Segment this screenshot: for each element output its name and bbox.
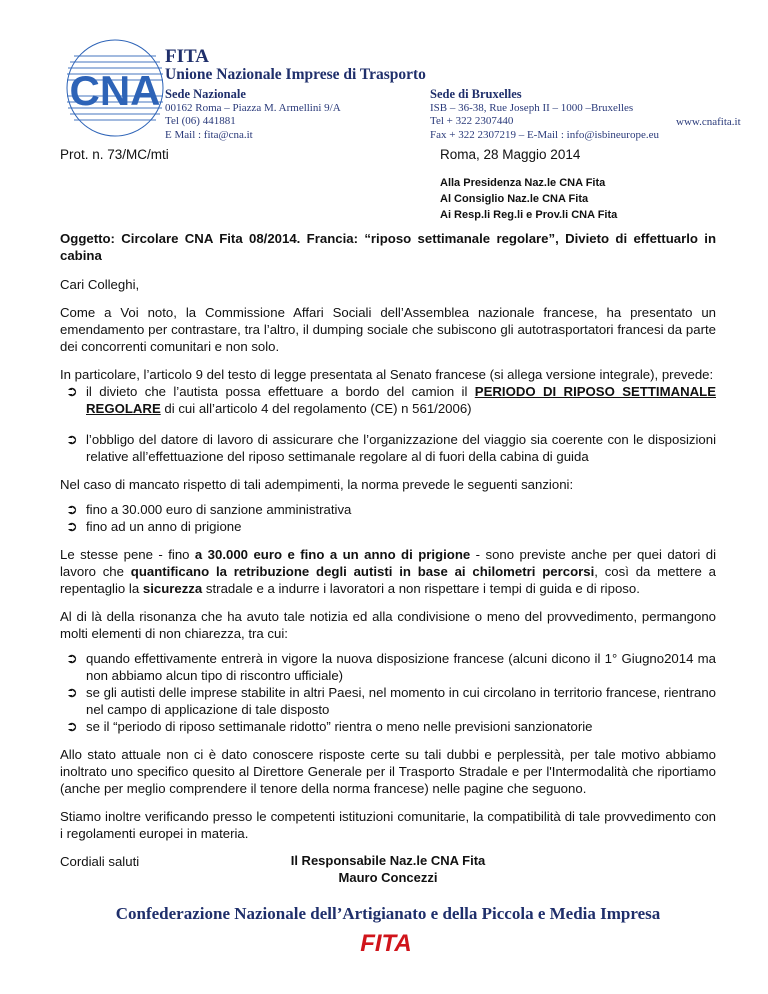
list-item: ➲ se il “periodo di riposo settimanale ridotto” rientra o meno nelle previsioni sanzionatorie: [66, 718, 593, 734]
fita-footer-logo: [350, 928, 422, 956]
recipient-line: Al Consiglio Naz.le CNA Fita: [440, 193, 589, 205]
website-link: www.cnafita.it: [676, 116, 741, 128]
list-item: ➲ il divieto che l’autista possa effettuare a bordo del camion il PERIODO DI RIPOSO SETTIMANALE REGOLARE di cui all’articolo 4 del regolamento (CE) n 561/2006): [66, 383, 716, 416]
hq-brussels: [430, 88, 659, 142]
sanctions-list: [60, 501, 716, 535]
hq-national-address: 00162 Roma – Piazza M. Armellini 9/A: [165, 101, 341, 114]
hq-brussels-heading: Sede di Bruxelles: [430, 87, 522, 101]
arrow-bullet-icon: ➲: [66, 518, 78, 534]
org-subtitle: Unione Nazionale Imprese di Trasporto: [165, 66, 426, 83]
list-item: ➲ l’obbligo del datore di lavoro di assicurare che l’organizzazione del viaggio sia coerente con le disposizioni relative all’effettuazione del riposo settimanale regolare al di fuori della cabina di guida: [66, 431, 716, 464]
arrow-bullet-icon: ➲: [66, 684, 78, 700]
signature-name: Mauro Concezzi: [338, 870, 438, 885]
letter-date: Roma, 28 Maggio 2014: [440, 147, 581, 162]
list-item: ➲ se gli autisti delle imprese stabilite in altri Paesi, nel momento in cui circolano in territorio francese, rientrano nel campo di applicazione di tale disposto: [66, 684, 716, 717]
greeting: Cari Colleghi,: [60, 277, 140, 292]
hq-national-phone: Tel (06) 441881: [165, 115, 236, 127]
letter-body: [60, 230, 716, 881]
logo-text: CNA: [69, 67, 161, 114]
arrow-bullet-icon: ➲: [66, 718, 78, 734]
paragraph-verification: Stiamo inoltre verificando presso le competenti istituzioni comunitarie, la compatibilità di tale provvedimento con i regolamenti europei in materia.: [60, 809, 716, 841]
hq-national-heading: Sede Nazionale: [165, 87, 246, 101]
provisions-list: [60, 383, 716, 465]
arrow-bullet-icon: ➲: [66, 501, 78, 517]
org-title: FITA: [165, 46, 209, 67]
list-item: ➲ fino a 30.000 euro di sanzione amministrativa: [66, 501, 352, 517]
list-item: ➲ quando effettivamente entrerà in vigore la nuova disposizione francese (alcuni dicono il 1° Giugno2014 ma non abbiamo alcun tipo di riscontro ufficiale): [66, 650, 716, 683]
paragraph-intro: Come a Voi noto, la Commissione Affari Sociali dell’Assemblea nazionale francese, ha presentato un emendamento per contrastare, tra l’altro, il dumping sociale che subiscono gli autotrasportatori francesi da parte dei concorrenti comunitari e non solo.: [60, 305, 716, 354]
recipient-line: Ai Resp.li Reg.li e Prov.li CNA Fita: [440, 209, 618, 221]
recipient-line: Alla Presidenza Naz.le CNA Fita: [440, 177, 606, 189]
arrow-bullet-icon: ➲: [66, 383, 78, 399]
fita-logo-text: FITA: [360, 930, 412, 956]
paragraph-penalties: Le stesse pene - fino a 30.000 euro e fino a un anno di prigione - sono previste anche per quei datori di lavoro che quantificano la retribuzione degli autisti in base ai chilometri percorsi, così da mettere a repentaglio la sicurezza stradale e a indurre i lavoratori a non rispettare i tempi di guida e di riposo.: [60, 547, 716, 596]
closing: Cordiali saluti: [60, 854, 140, 869]
signature-role: Il Responsabile Naz.le CNA Fita: [290, 853, 486, 868]
paragraph-article: In particolare, l’articolo 9 del testo di legge presentata al Senato francese (si allega versione integrale), prevede:: [60, 367, 714, 382]
arrow-bullet-icon: ➲: [66, 650, 78, 666]
paragraph-uncertainty: Al di là della risonanza che ha avuto tale notizia ed alla condivisione o meno del provvedimento, permangono molti elementi di non chiarezza, tra cui:: [60, 609, 716, 641]
hq-brussels-fax-email: Fax + 322 2307219 – E-Mail : info@isbineurope.eu: [430, 128, 659, 141]
arrow-bullet-icon: ➲: [66, 431, 78, 447]
footer-confederation: Confederazione Nazionale dell’Artigianato e della Piccola e Media Impresa: [115, 904, 661, 923]
hq-national-email: E Mail : fita@cna.it: [165, 128, 253, 141]
recipients-block: [440, 175, 617, 223]
protocol-number: Prot. n. 73/MC/mti: [60, 147, 169, 162]
doubts-list: [60, 650, 716, 735]
paragraph-query: Allo stato attuale non ci è dato conoscere risposte certe su tali dubbi e perplessità, per tale motivo abbiamo inoltrato uno specifico quesito al Direttore Generale per il Trasporto Stradale e per l'Intermodalità che riportiamo (anche per meglio comprendere il tenore della norma francese) nelle pagine che seguono.: [60, 747, 716, 796]
paragraph-sanctions: Nel caso di mancato rispetto di tali adempimenti, la norma prevede le seguenti sanzioni:: [60, 477, 574, 492]
signature-block: [60, 852, 716, 886]
hq-national: [165, 88, 341, 142]
cna-logo: [60, 38, 170, 138]
list-item: ➲ fino ad un anno di prigione: [66, 518, 242, 534]
subject-line: Oggetto: Circolare CNA Fita 08/2014. Francia: “riposo settimanale regolare”, Divieto di effettuarlo in cabina: [60, 231, 716, 263]
hq-brussels-phone: Tel + 322 2307440: [430, 115, 514, 127]
hq-brussels-address: ISB – 36-38, Rue Joseph II – 1000 –Bruxelles: [430, 101, 634, 114]
